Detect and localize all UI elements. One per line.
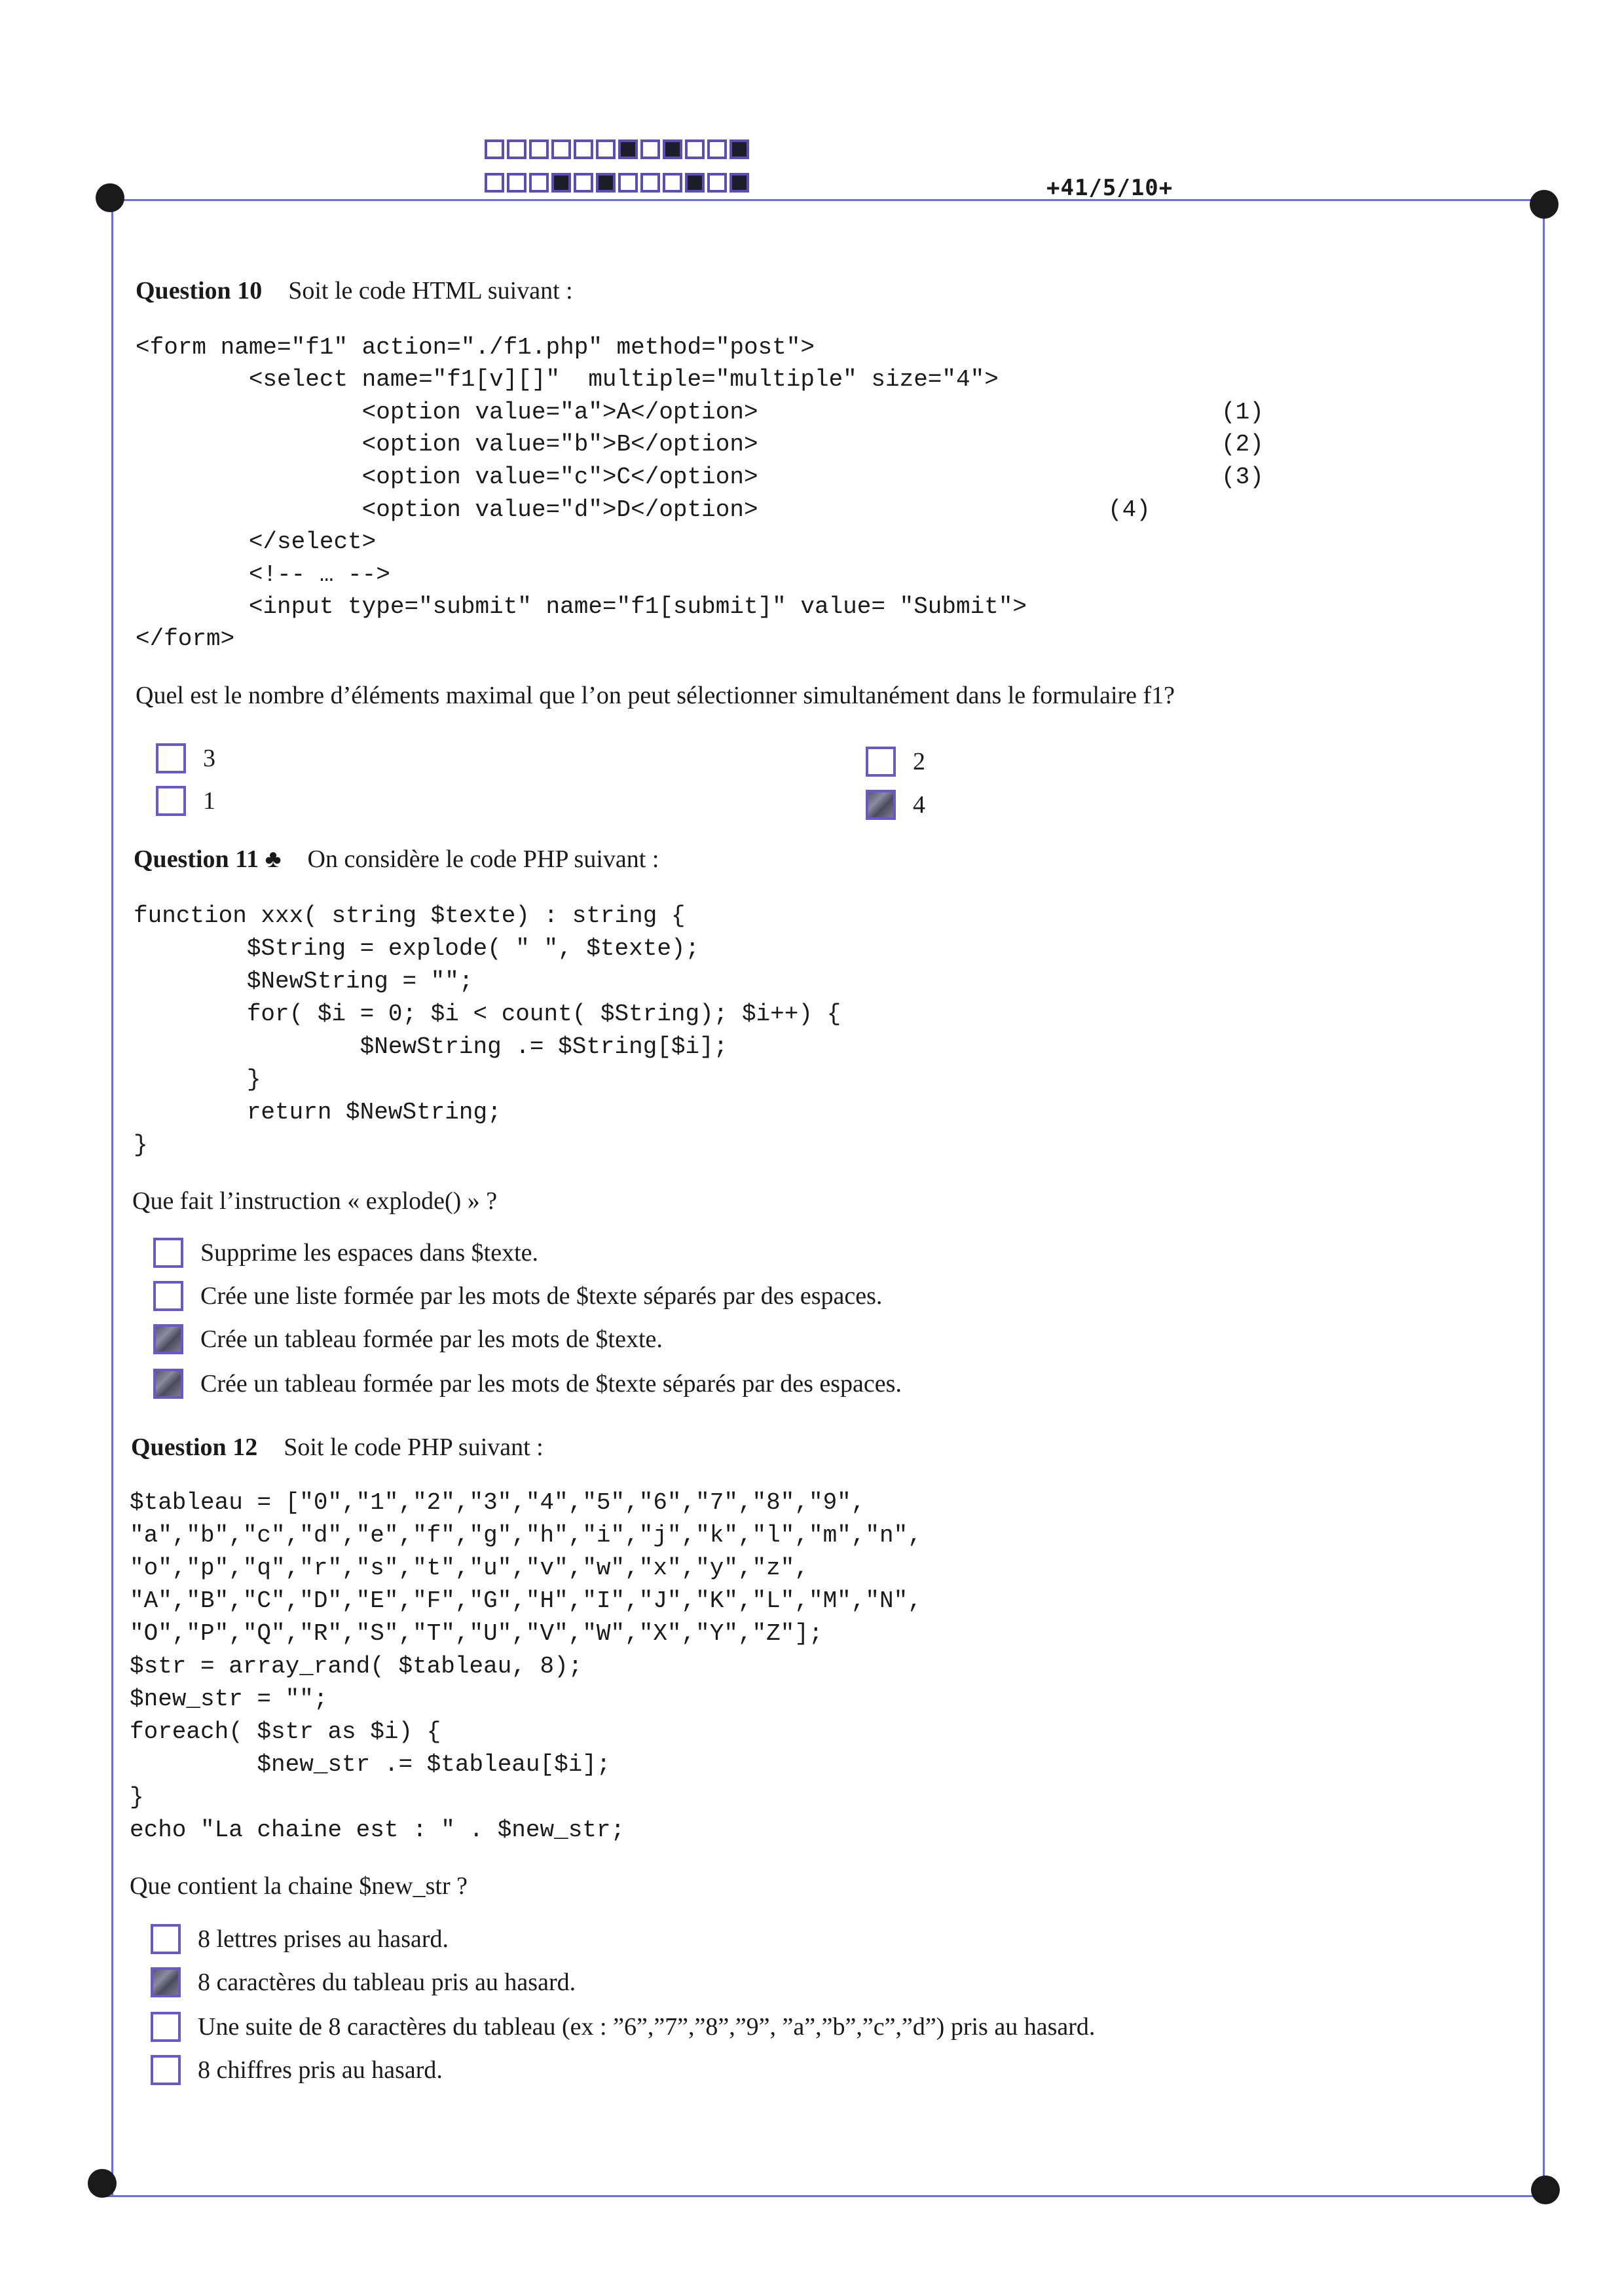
code-line: </select> bbox=[136, 528, 377, 555]
answer-option[interactable] bbox=[153, 1238, 538, 1268]
code-line: } bbox=[130, 1784, 144, 1811]
answer-label: Crée une liste formée par les mots de $texte séparés par des espaces. bbox=[200, 1282, 883, 1310]
answer-label: 1 bbox=[203, 787, 215, 815]
answer-checkbox[interactable] bbox=[156, 743, 186, 773]
corner-marker-bottom-right bbox=[1531, 2176, 1560, 2204]
answer-label: Une suite de 8 caractères du tableau (ex : ”6”,”7”,”8”,”9”, ”a”,”b”,”c”,”d”) pris au hasard. bbox=[198, 2013, 1096, 2041]
answer-option[interactable] bbox=[156, 786, 215, 816]
code-line: <input type="submit" name="f1[submit]" value= "Submit"> bbox=[136, 593, 1027, 620]
code-line: <select name="f1[v][]" multiple="multiple" size="4"> bbox=[136, 366, 999, 393]
answer-checkbox[interactable] bbox=[866, 790, 896, 820]
code-line: } bbox=[134, 1132, 148, 1158]
barcode-cell bbox=[596, 173, 616, 193]
code-line: for( $i = 0; $i < count( $String); $i++) { bbox=[134, 1001, 841, 1028]
code-line: <option value="d">D</option> bbox=[136, 496, 758, 523]
code-line: return $NewString; bbox=[134, 1099, 502, 1126]
barcode-row-2 bbox=[485, 173, 752, 193]
question-12-text: Que contient la chaine $new_str ? bbox=[130, 1872, 468, 1900]
answer-label: 8 lettres prises au hasard. bbox=[198, 1925, 449, 1953]
answer-label: 4 bbox=[913, 791, 925, 819]
code-line: </form> bbox=[136, 625, 235, 652]
question-11-label: Question 11 ♣ bbox=[134, 845, 282, 873]
code-line: $NewString = ""; bbox=[134, 968, 473, 995]
code-line: foreach( $str as $i) { bbox=[130, 1718, 441, 1745]
barcode-cell bbox=[529, 173, 549, 193]
code-line: $str = array_rand( $tableau, 8); bbox=[130, 1653, 583, 1680]
barcode-cell bbox=[729, 139, 749, 159]
barcode-cell bbox=[618, 139, 638, 159]
code-line: } bbox=[134, 1066, 261, 1093]
barcode-cell bbox=[663, 139, 682, 159]
answer-checkbox[interactable] bbox=[151, 2012, 181, 2042]
answer-checkbox[interactable] bbox=[156, 786, 186, 816]
barcode-cell bbox=[485, 173, 504, 193]
code-line: <option value="c">C</option> bbox=[136, 464, 758, 491]
answer-checkbox[interactable] bbox=[153, 1281, 183, 1311]
answer-label: 3 bbox=[203, 745, 215, 772]
code-line: $new_str .= $tableau[$i]; bbox=[130, 1751, 611, 1778]
answer-option[interactable] bbox=[153, 1281, 882, 1311]
question-11-prompt: On considère le code PHP suivant : bbox=[307, 845, 659, 873]
barcode-cell bbox=[663, 173, 682, 193]
barcode-cell bbox=[640, 139, 660, 159]
answer-label: 2 bbox=[913, 748, 925, 775]
code-line: <form name="f1" action="./f1.php" method="post"> bbox=[136, 334, 815, 361]
frame-top-border bbox=[111, 199, 1552, 201]
code-line: $new_str = ""; bbox=[130, 1686, 328, 1713]
answer-option[interactable] bbox=[156, 743, 215, 773]
question-10-text: Quel est le nombre d’éléments maximal que l’on peut sélectionner simultanément dans le formulaire f1? bbox=[136, 682, 1175, 709]
question-11-heading bbox=[134, 845, 659, 874]
code-line: <option value="b">B</option> bbox=[136, 431, 758, 458]
option-marker-1: (1) bbox=[1221, 399, 1264, 426]
answer-label: 8 chiffres pris au hasard. bbox=[198, 2056, 443, 2084]
barcode-cell bbox=[507, 173, 526, 193]
answer-checkbox[interactable] bbox=[866, 747, 896, 777]
answer-option[interactable] bbox=[151, 1967, 576, 1997]
question-11-text: Que fait l’instruction « explode() » ? bbox=[132, 1187, 498, 1215]
barcode-cell bbox=[640, 173, 660, 193]
answer-checkbox[interactable] bbox=[153, 1369, 183, 1399]
question-12-label: Question 12 bbox=[131, 1434, 258, 1461]
answer-option[interactable] bbox=[153, 1324, 663, 1354]
answer-option[interactable] bbox=[866, 747, 925, 777]
barcode-cell bbox=[551, 173, 571, 193]
barcode-cell bbox=[485, 139, 504, 159]
answer-label: Crée un tableau formée par les mots de $texte séparés par des espaces. bbox=[200, 1370, 902, 1398]
code-line: "a","b","c","d","e","f","g","h","i","j","k","l","m","n", bbox=[130, 1522, 922, 1549]
code-line: "A","B","C","D","E","F","G","H","I","J","K","L","M","N", bbox=[130, 1587, 922, 1614]
corner-marker-top-left bbox=[96, 183, 124, 212]
code-line: function xxx( string $texte) : string { bbox=[134, 902, 686, 929]
answer-option[interactable] bbox=[151, 2012, 1095, 2042]
frame-bottom-border bbox=[103, 2195, 1544, 2197]
code-line: $NewString .= $String[$i]; bbox=[134, 1033, 728, 1060]
question-10-heading bbox=[136, 276, 573, 305]
option-marker-2: (2) bbox=[1221, 431, 1264, 458]
answer-label: Supprime les espaces dans $texte. bbox=[200, 1239, 539, 1267]
barcode-cell bbox=[707, 139, 727, 159]
code-line: <!-- … --> bbox=[136, 561, 390, 588]
barcode-cell bbox=[574, 139, 593, 159]
code-line: $String = explode( " ", $texte); bbox=[134, 935, 700, 962]
barcode-cell bbox=[685, 173, 705, 193]
barcode-cell bbox=[685, 139, 705, 159]
answer-checkbox[interactable] bbox=[151, 1924, 181, 1954]
option-marker-3: (3) bbox=[1221, 464, 1264, 491]
question-12-heading bbox=[131, 1433, 544, 1462]
barcode-cell bbox=[529, 139, 549, 159]
barcode-cell bbox=[551, 139, 571, 159]
answer-option[interactable] bbox=[151, 1924, 449, 1954]
answer-option[interactable] bbox=[866, 790, 925, 820]
barcode-cell bbox=[507, 139, 526, 159]
barcode-cell bbox=[707, 173, 727, 193]
answer-checkbox[interactable] bbox=[151, 1967, 181, 1997]
barcode-cell bbox=[618, 173, 638, 193]
code-line: "O","P","Q","R","S","T","U","V","W","X","Y","Z"]; bbox=[130, 1620, 823, 1647]
question-12-prompt: Soit le code PHP suivant : bbox=[284, 1434, 544, 1461]
answer-checkbox[interactable] bbox=[153, 1238, 183, 1268]
corner-marker-top-right bbox=[1530, 190, 1559, 219]
answer-label: Crée un tableau formée par les mots de $texte. bbox=[200, 1325, 663, 1353]
frame-right-border bbox=[1543, 199, 1545, 2196]
code-line: echo "La chaine est : " . $new_str; bbox=[130, 1817, 625, 1843]
answer-checkbox[interactable] bbox=[151, 2055, 181, 2085]
code-line: <option value="a">A</option> bbox=[136, 399, 758, 426]
code-line: $tableau = ["0","1","2","3","4","5","6","7","8","9", bbox=[130, 1489, 866, 1516]
corner-marker-bottom-left bbox=[88, 2169, 117, 2198]
page-id: +41/5/10+ bbox=[1046, 175, 1173, 201]
barcode-cell bbox=[596, 139, 616, 159]
question-10-label: Question 10 bbox=[136, 277, 263, 305]
answer-label: 8 caractères du tableau pris au hasard. bbox=[198, 1969, 576, 1996]
question-10-prompt: Soit le code HTML suivant : bbox=[288, 277, 573, 305]
barcode-cell bbox=[729, 173, 749, 193]
barcode-cell bbox=[574, 173, 593, 193]
option-marker-4: (4) bbox=[1108, 496, 1151, 523]
code-line: "o","p","q","r","s","t","u","v","w","x","y","z", bbox=[130, 1555, 809, 1582]
barcode-row-1 bbox=[485, 139, 752, 159]
answer-checkbox[interactable] bbox=[153, 1324, 183, 1354]
answer-option[interactable] bbox=[153, 1369, 902, 1399]
frame-left-border bbox=[111, 199, 113, 2196]
answer-option[interactable] bbox=[151, 2055, 443, 2085]
